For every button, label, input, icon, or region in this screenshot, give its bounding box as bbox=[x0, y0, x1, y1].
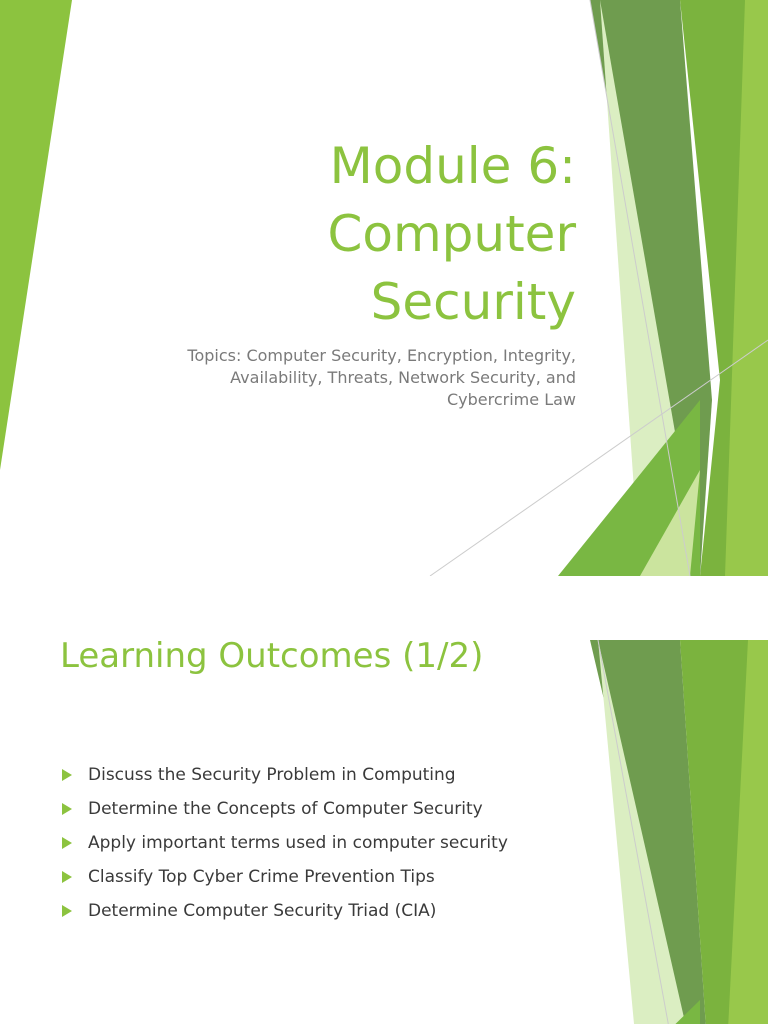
list-item bbox=[62, 758, 508, 792]
bullet-triangle-icon bbox=[62, 803, 72, 815]
subtitle-line-1: Topics: Computer Security, Encryption, Integrity, bbox=[187, 346, 576, 365]
bullet-triangle-icon bbox=[62, 871, 72, 883]
left-stripe bbox=[0, 0, 72, 470]
list-item-text: Discuss the Security Problem in Computing bbox=[88, 765, 456, 785]
subtitle-line-3: Cybercrime Law bbox=[446, 390, 576, 409]
list-item-text: Determine Computer Security Triad (CIA) bbox=[88, 901, 437, 921]
list-item bbox=[62, 894, 508, 928]
bullet-triangle-icon bbox=[62, 837, 72, 849]
title-line-2: Computer bbox=[327, 205, 576, 263]
outcomes-list bbox=[62, 758, 508, 928]
title-line-3: Security bbox=[370, 273, 576, 331]
slide-heading: Learning Outcomes (1/2) bbox=[60, 636, 484, 676]
list-item bbox=[62, 860, 508, 894]
list-item bbox=[62, 826, 508, 860]
list-item-text: Classify Top Cyber Crime Prevention Tips bbox=[88, 867, 435, 887]
subtitle-line-2: Availability, Threats, Network Security, and bbox=[230, 368, 576, 387]
slide-title bbox=[156, 132, 576, 336]
list-item-text: Determine the Concepts of Computer Security bbox=[88, 799, 483, 819]
list-item bbox=[62, 792, 508, 826]
bullet-triangle-icon bbox=[62, 769, 72, 781]
slide-subtitle bbox=[136, 345, 576, 411]
bullet-triangle-icon bbox=[62, 905, 72, 917]
title-line-1: Module 6: bbox=[329, 137, 576, 195]
list-item-text: Apply important terms used in computer security bbox=[88, 833, 508, 853]
